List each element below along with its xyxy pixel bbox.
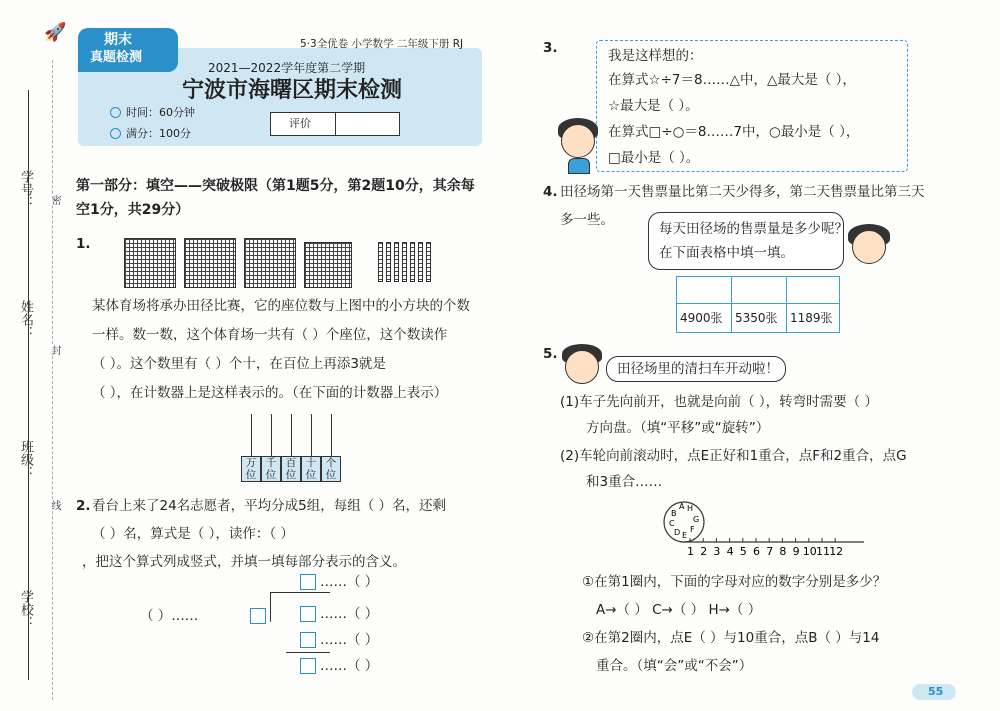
wheel-letter-f: F	[690, 525, 695, 534]
table-cell-empty[interactable]	[676, 276, 732, 304]
ruler-number: 1	[687, 545, 694, 558]
ten-rod	[394, 242, 399, 282]
page-number: 55	[928, 685, 944, 698]
ruler-number: 6	[753, 545, 760, 558]
wheel-letter-b: B	[671, 509, 677, 518]
part1-heading-line2: 空1分，共29分）	[76, 202, 190, 218]
q2-line3: ，把这个算式列成竖式，并填一填每部分表示的含义。	[82, 554, 406, 570]
boy-shirt	[568, 158, 590, 174]
thousand-cube	[124, 238, 176, 288]
q4-speech-bubble	[648, 212, 848, 270]
ticket-value: 1189张	[790, 311, 833, 325]
girl-face	[565, 350, 599, 384]
wheel-letter-g: G	[693, 515, 700, 524]
subtraction-line	[286, 652, 330, 653]
q5-sub1-line2: 方向盘。（填“平移”或“旋转”）	[586, 420, 770, 436]
abacus-rod	[271, 414, 272, 456]
table-cell	[786, 303, 840, 333]
q5-item1: ①在第1圈内，下面的字母对应的数字分别是多少？	[582, 574, 887, 590]
division-bar	[270, 592, 330, 593]
ruler-number: 11	[816, 545, 830, 558]
ten-rod	[402, 242, 407, 282]
header-badge	[78, 28, 178, 72]
table-cell-empty[interactable]	[786, 276, 840, 304]
ten-rod	[378, 242, 383, 282]
q3-line1: 在算式☆÷7＝8……△中，△最大是（ ），	[608, 72, 856, 88]
wheel-letter-c: C	[669, 519, 675, 528]
seal-mark-mi: 密	[49, 195, 60, 205]
series-label: 5·3全优卷 小学数学 二年级下册 RJ	[300, 38, 464, 50]
ten-rod	[410, 242, 415, 282]
ten-rod	[418, 242, 423, 282]
q4-bubble-line1: 每天田径场的售票量是多少呢？	[659, 221, 848, 237]
remainder-box[interactable]	[300, 658, 316, 674]
q1-number: 1.	[76, 236, 91, 252]
ticket-value: 5350张	[735, 311, 778, 325]
q1-line4: （ ），在计数器上是这样表示的。（在下面的计数器上表示）	[92, 385, 448, 401]
divisor-box[interactable]	[250, 608, 266, 624]
q2-paren-dividend: ……（ ）	[320, 606, 379, 622]
part1-heading-line1: 第一部分：填空——突破极限（第1题5分，第2题10分，其余每	[76, 178, 475, 194]
q5-sub2-line2: 和3重合……	[586, 474, 663, 490]
ruler-number: 3	[713, 545, 721, 558]
q5-sub2-line1: (2)车轮向前滚动时，点E正好和1重合，点F和2重合，点G	[560, 448, 907, 464]
seal-mark-feng: 封	[49, 345, 60, 355]
check-icon	[110, 128, 121, 139]
q4-number: 4.	[543, 184, 558, 200]
thousand-cube	[244, 238, 296, 288]
q2-line1: 看台上来了24名志愿者，平均分成5组，每组（ ）名，还剩	[92, 498, 447, 514]
product-box[interactable]	[300, 632, 316, 648]
wheel-letter-d: D	[674, 528, 681, 537]
ten-rod	[426, 242, 431, 282]
ruler-number: 9	[792, 545, 800, 558]
abacus-rod	[251, 414, 252, 456]
name-label: 姓名：	[18, 300, 33, 339]
q2-number: 2.	[76, 498, 91, 514]
abacus-label-qian: 千位	[261, 456, 281, 482]
q3-line2: ☆最大是（ ）。	[608, 98, 699, 114]
time-label: 时间：60分钟	[126, 106, 195, 119]
student-no-label: 学号：	[18, 170, 33, 209]
q5-speech-bubble	[606, 356, 786, 382]
girl-face	[852, 230, 886, 264]
dividend-box[interactable]	[300, 606, 316, 622]
q1-line2: 一样。数一数，这个体育场一共有（ ）个座位，这个数读作	[92, 327, 448, 343]
wheel-ruler-figure	[660, 498, 870, 562]
table-cell	[676, 303, 732, 333]
table-cell	[731, 303, 787, 333]
eval-box	[270, 112, 400, 136]
thousand-cube	[184, 238, 236, 288]
q2-paren-left: （ ）……	[140, 608, 199, 624]
q4-line2: 多一些。	[560, 212, 614, 228]
abacus-label-ge: 个位	[321, 456, 341, 482]
q5-sub1-line1: (1)车子先向前开，也就是向前（ ），转弯时需要（ ）	[560, 394, 878, 410]
q1-line3: （ ）。这个数里有（ ）个十，在百位上再添3就是	[92, 356, 386, 372]
abacus-rod	[291, 414, 292, 456]
wheel-letter-h: H	[687, 504, 694, 513]
ruler-number: 5	[739, 545, 747, 558]
q2-paren-product: ……（ ）	[320, 632, 379, 648]
ruler-number: 7	[766, 545, 774, 558]
class-label: 班级：	[18, 440, 33, 479]
abacus-rod	[331, 414, 332, 456]
boy-face	[561, 124, 595, 158]
q3-line4: □最小是（ ）。	[608, 150, 700, 166]
cut-line	[52, 60, 53, 700]
ticket-value: 4900张	[680, 311, 723, 325]
eval-divider	[335, 113, 336, 135]
abacus-label-bai: 百位	[281, 456, 301, 482]
q2-line2: （ ）名，算式是（ ），读作：（ ）	[92, 526, 294, 542]
q3-number: 3.	[543, 40, 558, 56]
ruler-number: 12	[829, 545, 844, 558]
badge-line1: 期末	[104, 32, 132, 48]
q5-item1-values: A→（ ） C→（ ） H→（ ）	[596, 602, 762, 618]
ruler-number: 4	[726, 545, 734, 558]
hundred-flats	[304, 242, 352, 288]
ruler-number: 10	[802, 545, 817, 558]
wheel-letter-a: A	[679, 502, 685, 511]
q4-bubble-line2: 在下面表格中填一填。	[659, 245, 794, 261]
table-cell-empty[interactable]	[731, 276, 787, 304]
page-number-badge	[912, 684, 956, 700]
ten-rod	[386, 242, 391, 282]
ruler-ticks	[687, 538, 843, 558]
q5-item2-line1: ②在第2圈内，点E（ ）与10重合，点B（ ）与14	[582, 630, 880, 646]
rocket-icon: 🚀	[44, 22, 67, 43]
q5-number: 5.	[543, 346, 558, 362]
ruler-number: 2	[700, 545, 708, 558]
eval-label: 评价	[289, 117, 311, 130]
q5-bubble-text: 田径场里的清扫车开动啦！	[617, 361, 779, 377]
abacus-label-wan: 万位	[241, 456, 261, 482]
q3-intro: 我是这样想的：	[608, 48, 703, 64]
wheel-letter-e: E	[682, 531, 688, 540]
q3-line3: 在算式□÷○＝8……7中，○最小是（ ），	[608, 124, 860, 140]
division-bracket	[270, 592, 271, 622]
q2-paren-quotient: ……（ ）	[320, 574, 379, 590]
page-title: 宁波市海曙区期末检测	[182, 78, 403, 103]
clock-icon	[110, 107, 121, 118]
score-label: 满分：100分	[126, 127, 191, 140]
q4-line1: 田径场第一天售票量比第二天少得多，第二天售票量比第三天	[560, 184, 925, 200]
abacus-label-shi: 十位	[301, 456, 321, 482]
year-label: 2021—2022学年度第二学期	[208, 61, 366, 75]
q1-line1: 某体育场将承办田径比赛，它的座位数与上图中的小方块的个数	[92, 298, 470, 314]
school-label: 学校：	[18, 590, 33, 629]
ruler-number: 8	[779, 545, 787, 558]
q5-item2-line2: 重合。（填“会”或“不会”）	[596, 658, 753, 674]
badge-line2: 真题检测	[90, 50, 143, 65]
q2-paren-remainder: ……（ ）	[320, 658, 379, 674]
seal-mark-xian: 线	[49, 500, 60, 510]
abacus-rod	[311, 414, 312, 456]
quotient-box[interactable]	[300, 574, 316, 590]
